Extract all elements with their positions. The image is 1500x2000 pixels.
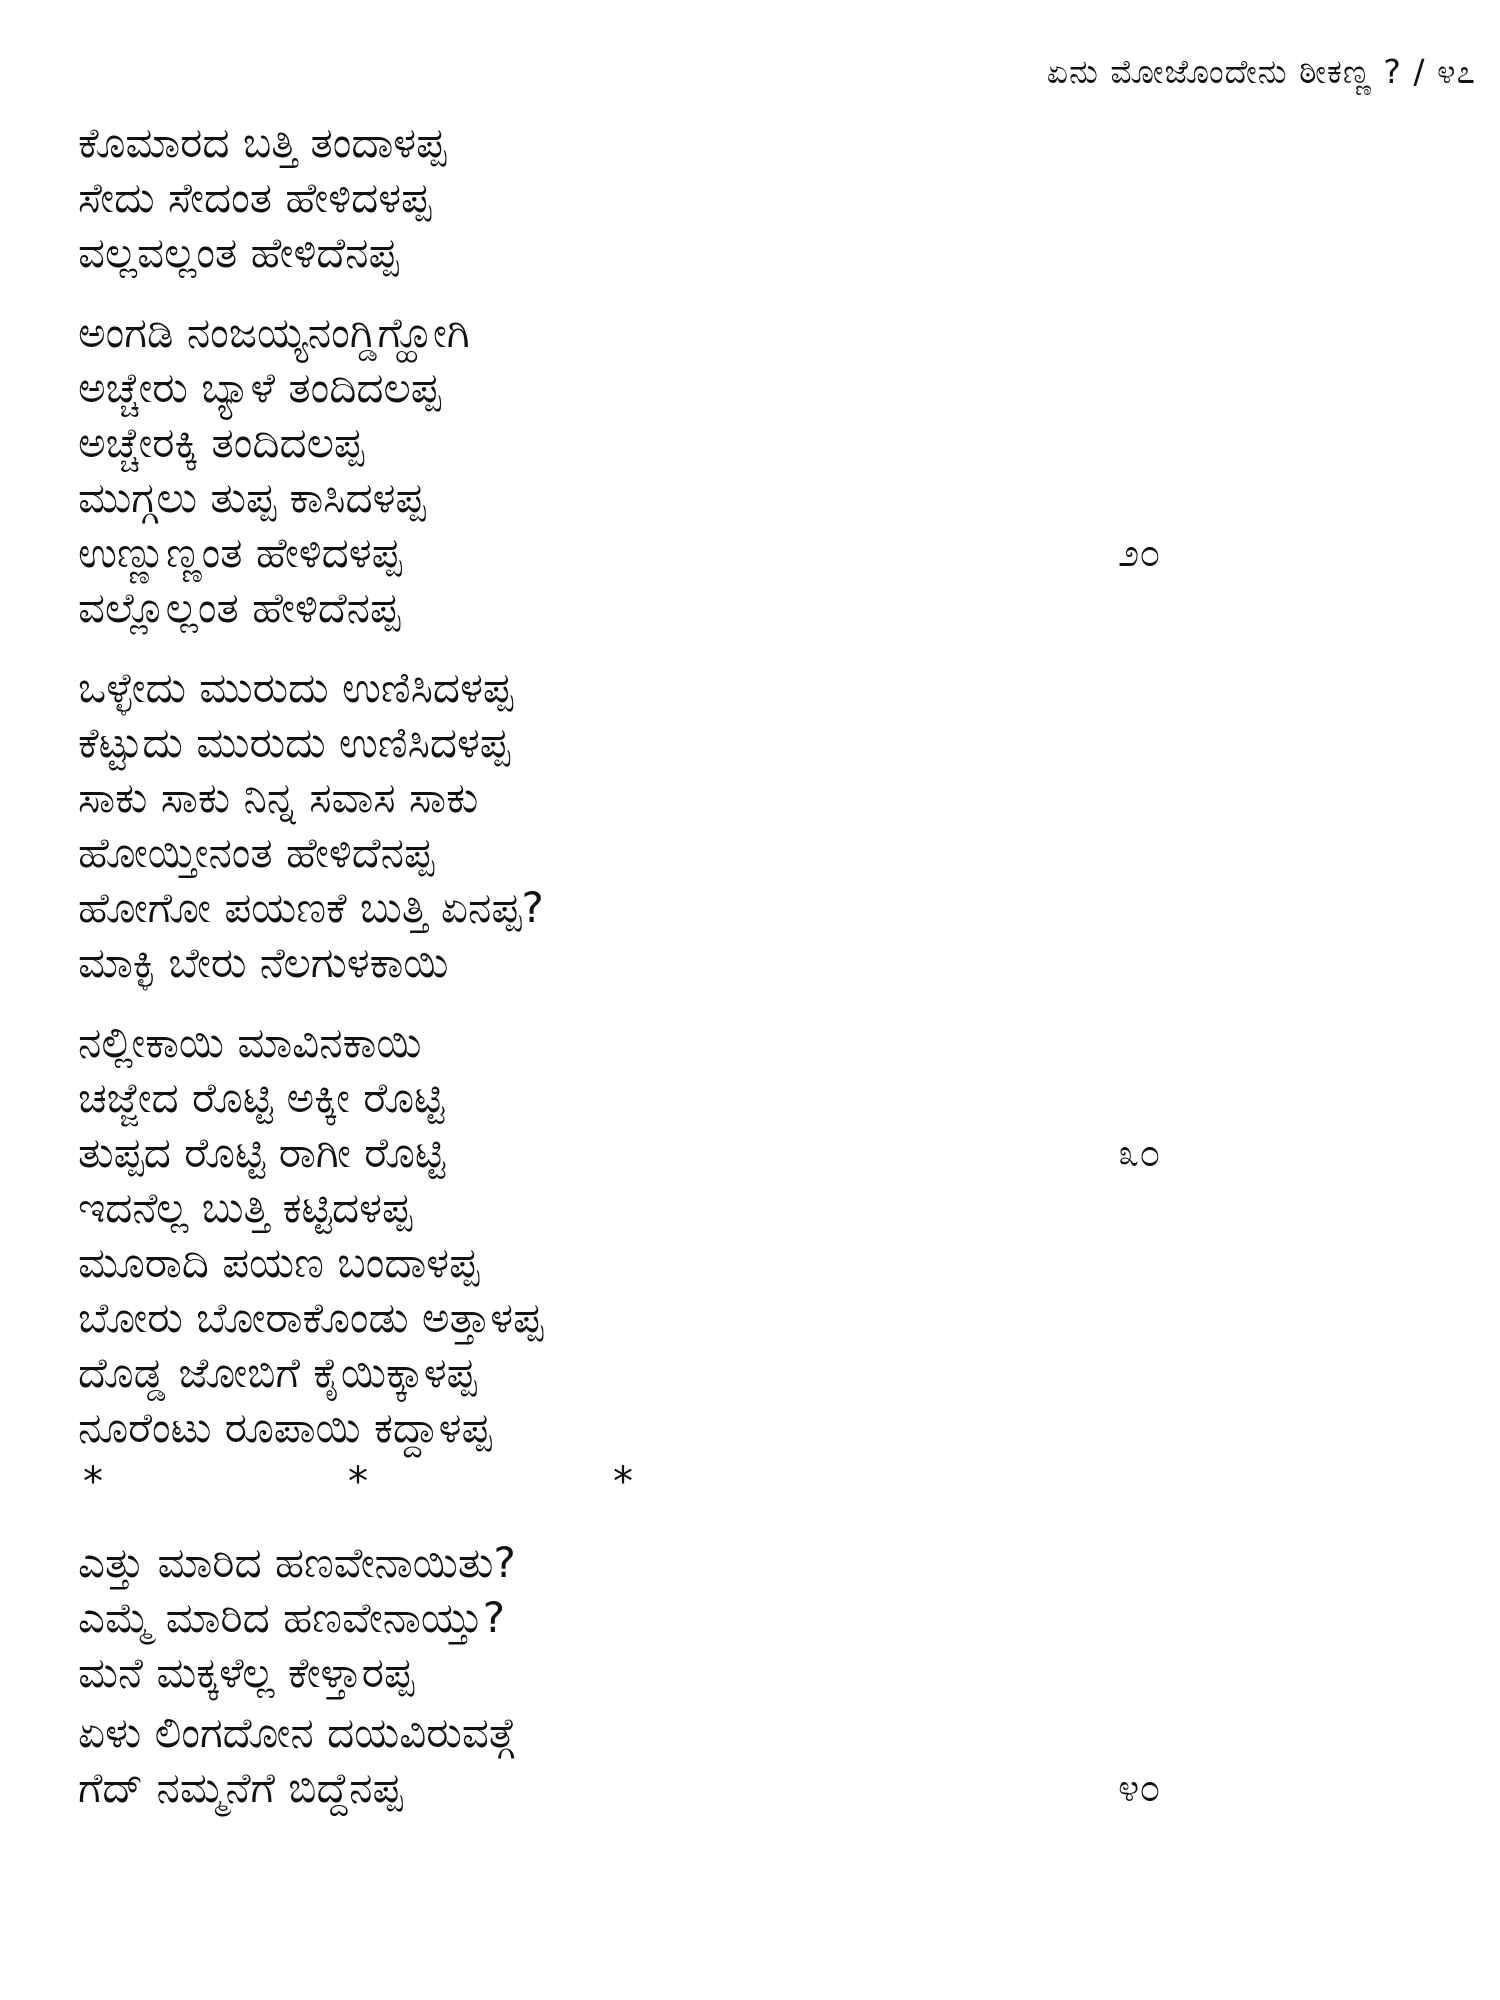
poem-line: ಒಳ್ಳೇದು ಮುರುದು ಉಣಿಸಿದಳಪ್ಪ — [78, 663, 514, 712]
poem-line: ಸೇದು ಸೇದಂತ ಹೇಳಿದಳಪ್ಪ — [78, 173, 432, 222]
poem-line: ಇದನೆಲ್ಲ ಬುತ್ತಿ ಕಟ್ಟಿದಳಪ್ಪ — [78, 1183, 413, 1232]
poem-line: ಮೂರಾದಿ ಪಯಣ ಬಂದಾಳಪ್ಪ — [78, 1238, 480, 1287]
poem-line: ಮುಗ್ಗಲು ತುಪ್ಪ ಕಾಸಿದಳಪ್ಪ — [78, 473, 426, 522]
line-number: ೩೦ — [1118, 1131, 1161, 1175]
poem-line: ಹೋಯ್ತೀನಂತ ಹೇಳಿದೆನಪ್ಪ — [78, 828, 435, 877]
line-number: ೨೦ — [1118, 531, 1161, 575]
running-header: ಏನು ಮೋಜೊಂದೇನು ಠೀಕಣ್ಣ ? / ೪೭ — [1046, 52, 1476, 91]
poem-line: ಅಚ್ಚೇರಕ್ಕಿ ತಂದಿದಲಪ್ಪ — [78, 418, 365, 467]
poem-line: ಏಳು ಲಿಂಗದೋನ ದಯವಿರುವತ್ಗೆ — [78, 1708, 516, 1757]
poem-line: ವಲ್ಲೊಲ್ಲಂತ ಹೇಳಿದೆನಪ್ಪ — [78, 583, 401, 632]
poem-line: ಕೊಮಾರದ ಬತ್ತಿ ತಂದಾಳಪ್ಪ — [78, 118, 447, 167]
line-number: ೪೦ — [1118, 1766, 1161, 1810]
separator-star: * — [613, 1459, 633, 1505]
poem-line: ಬೋರು ಬೋರಾಕೊಂಡು ಅತ್ತಾಳಪ್ಪ — [78, 1293, 544, 1342]
poem-line: ಗೆದ್ ನಮ್ಮನೆಗೆ ಬಿದ್ದೆನಪ್ಪ — [78, 1763, 403, 1812]
poem-line: ಚಜ್ಜೇದ ರೊಟ್ಟಿ ಅಕ್ಕೀ ರೊಟ್ಟಿ — [78, 1073, 445, 1122]
separator-star: * — [83, 1459, 103, 1505]
poem-line: ತುಪ್ಪದ ರೊಟ್ಟಿ ರಾಗೀ ರೊಟ್ಟಿ — [78, 1128, 446, 1177]
poem-line: ಹೋಗೋ ಪಯಣಕೆ ಬುತ್ತಿ ಏನಪ್ಪ? — [78, 883, 544, 932]
poem-line: ಮನೆ ಮಕ್ಕಳೆಲ್ಲ ಕೇಳ್ತಾರಪ್ಪ — [78, 1648, 415, 1697]
poem-line: ಅಂಗಡಿ ನಂಜಯ್ಯನಂಗ್ಡಿಗ್ಹೋಗಿ — [78, 308, 470, 357]
section-separator — [78, 1459, 638, 1505]
poem-line: ನೂರೆಂಟು ರೂಪಾಯಿ ಕದ್ದಾಳಪ್ಪ — [78, 1403, 492, 1452]
poem-line: ಎತ್ತು ಮಾರಿದ ಹಣವೇನಾಯಿತು? — [78, 1538, 516, 1587]
poem-line: ಎಮ್ಮೆ ಮಾರಿದ ಹಣವೇನಾಯ್ತು? — [78, 1593, 506, 1642]
poem-line: ಸಾಕು ಸಾಕು ನಿನ್ನ ಸವಾಸ ಸಾಕು — [78, 773, 479, 822]
poem-line: ಕೆಟ್ಟುದು ಮುರುದು ಉಣಿಸಿದಳಪ್ಪ — [78, 718, 510, 767]
separator-star: * — [348, 1459, 368, 1505]
poem-line: ಅಚ್ಚೇರು ಬ್ಯಾಳೆ ತಂದಿದಲಪ್ಪ — [78, 363, 441, 412]
poem-line: ಉಣ್ಣುಣ್ಣಂತ ಹೇಳಿದಳಪ್ಪ — [78, 528, 402, 577]
poem-line: ನಲ್ಲೀಕಾಯಿ ಮಾವಿನಕಾಯಿ — [78, 1018, 422, 1067]
poem-line: ವಲ್ಲವಲ್ಲಂತ ಹೇಳಿದೆನಪ್ಪ — [78, 228, 399, 277]
poem-line: ಮಾಕ್ಳಿ ಬೇರು ನೆಲಗುಳಕಾಯಿ — [78, 938, 449, 987]
poem-line: ದೊಡ್ಡ ಜೋಬಿಗೆ ಕೈಯಿಕ್ಕಾಳಪ್ಪ — [78, 1348, 477, 1397]
